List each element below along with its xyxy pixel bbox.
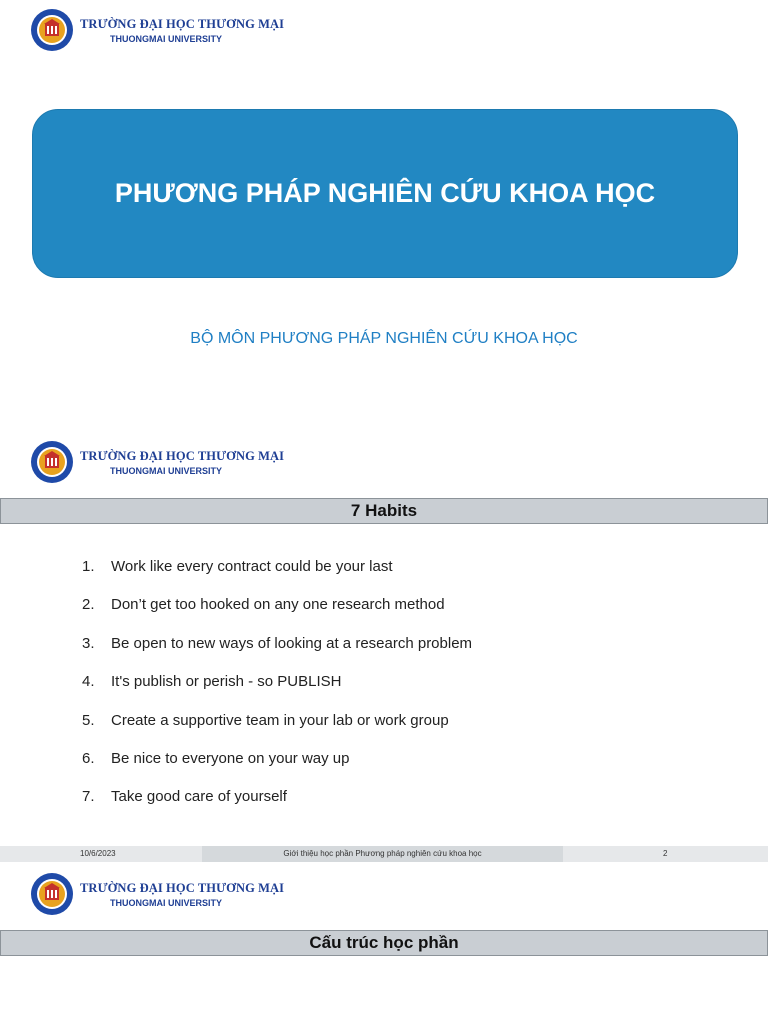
university-name-en: THUONGMAI UNIVERSITY xyxy=(110,465,223,476)
habits-list xyxy=(82,558,472,827)
university-name-vn: TRƯỜNG ĐẠI HỌC THƯƠNG MẠI xyxy=(80,16,285,31)
university-name-vn: TRƯỜNG ĐẠI HỌC THƯƠNG MẠI xyxy=(80,448,285,463)
list-item-number: 2. xyxy=(82,596,95,614)
footer-date: 10/6/2023 xyxy=(0,846,202,862)
list-item-text: Be open to new ways of looking at a research problem xyxy=(111,634,473,652)
university-seal-icon xyxy=(30,872,74,916)
list-item xyxy=(82,635,472,673)
university-seal-icon xyxy=(30,440,74,484)
slide-course-structure xyxy=(0,864,768,1024)
slide-footer xyxy=(0,846,768,862)
list-item xyxy=(82,673,472,711)
list-item-text: Create a supportive team in your lab or work group xyxy=(111,711,449,729)
list-item-text: Take good care of yourself xyxy=(111,788,287,806)
list-item-number: 3. xyxy=(82,634,95,652)
department-subtitle: BỘ MÔN PHƯƠNG PHÁP NGHIÊN CỨU KHOA HỌC xyxy=(190,330,578,347)
footer-page-number: 2 xyxy=(563,846,768,862)
list-item-number: 5. xyxy=(82,711,95,729)
list-item-number: 4. xyxy=(82,673,95,691)
list-item xyxy=(82,788,472,826)
title-box xyxy=(32,109,738,278)
university-logo xyxy=(30,8,284,52)
list-item-number: 7. xyxy=(82,788,95,806)
list-item-text: It's publish or perish - so PUBLISH xyxy=(111,673,342,691)
list-item xyxy=(82,596,472,634)
slide-title-text: PHƯƠNG PHÁP NGHIÊN CỨU KHOA HỌC xyxy=(114,178,656,208)
list-item xyxy=(82,558,472,596)
list-item-number: 6. xyxy=(82,749,95,767)
university-name-en: THUONGMAI UNIVERSITY xyxy=(110,897,223,908)
list-item-text: Work like every contract could be your last xyxy=(111,558,393,575)
list-item-text: Be nice to everyone on your way up xyxy=(111,749,350,767)
university-name-vn: TRƯỜNG ĐẠI HỌC THƯƠNG MẠI xyxy=(80,880,285,895)
university-logo xyxy=(30,440,284,484)
slide-title xyxy=(0,0,768,430)
slide-seven-habits xyxy=(0,432,768,862)
list-item-number: 1. xyxy=(82,558,95,575)
university-name-en: THUONGMAI UNIVERSITY xyxy=(110,33,223,44)
list-item xyxy=(82,750,472,788)
list-item xyxy=(82,712,472,750)
section-heading-bar: Cấu trúc học phần xyxy=(0,930,768,956)
section-heading-bar: 7 Habits xyxy=(0,498,768,524)
university-logo xyxy=(30,872,284,916)
university-seal-icon xyxy=(30,8,74,52)
footer-course: Giới thiệu học phần Phương pháp nghiên cứu khoa học xyxy=(202,846,563,862)
list-item-text: Don’t get too hooked on any one research method xyxy=(111,596,445,614)
